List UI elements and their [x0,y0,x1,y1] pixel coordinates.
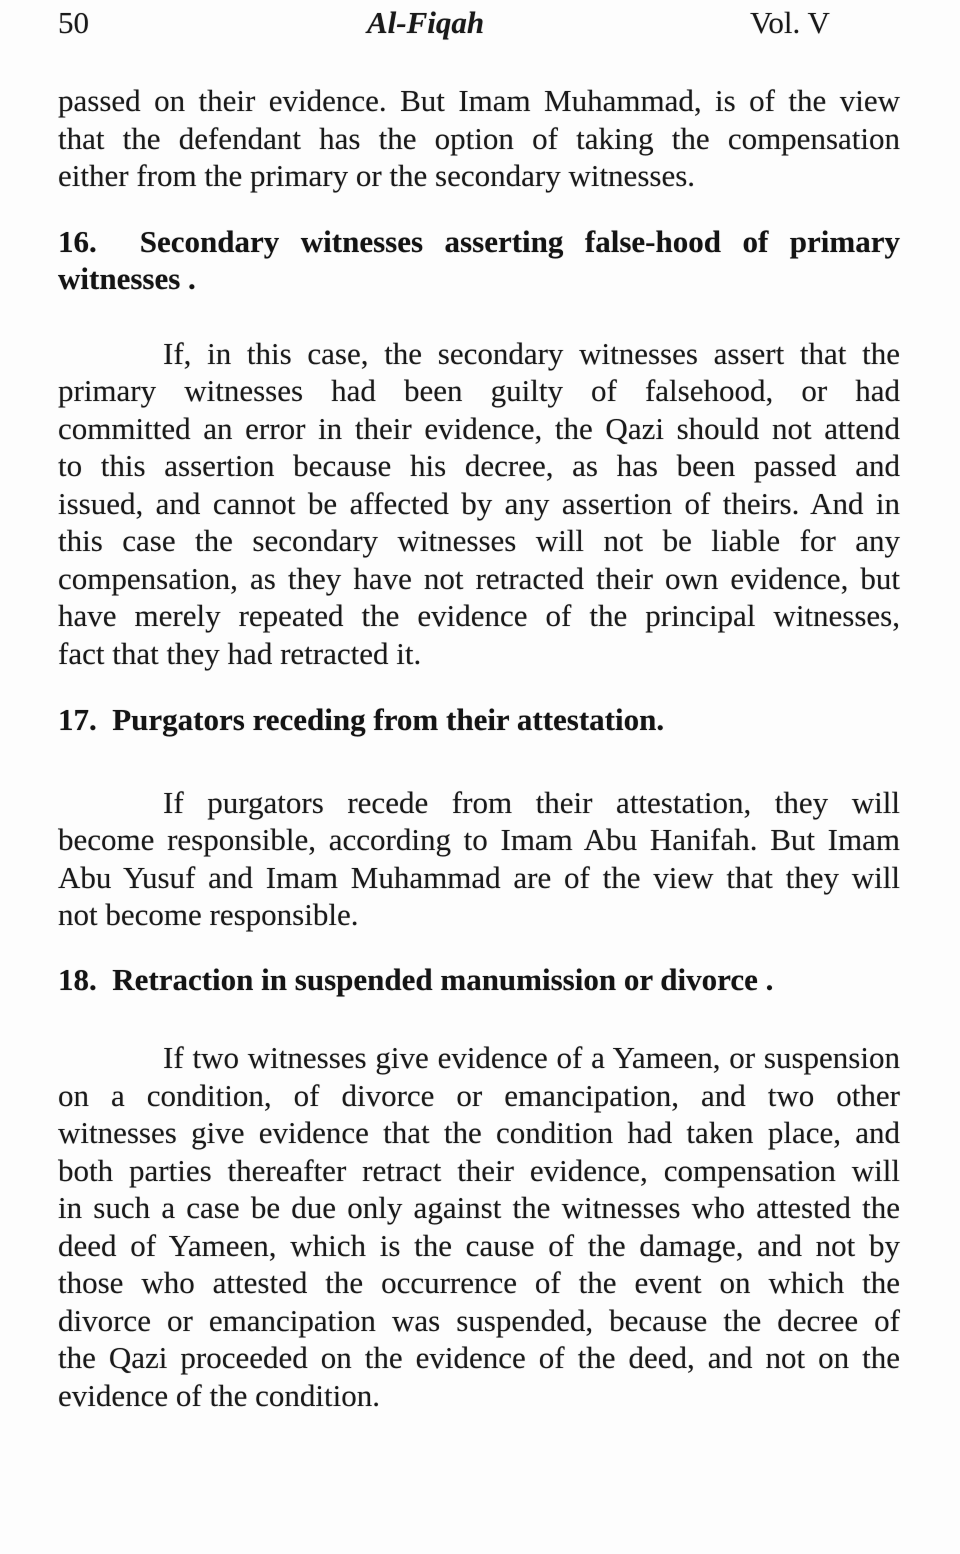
section-heading [58,223,900,298]
text-line: 16. Secondary witnesses asserting false-hood of primary [58,223,900,259]
text-line: compensation, as they have not retracted their own evidence, but [58,560,900,596]
text-line: passed on their evidence. But Imam Muhammad, is of the view [58,83,900,118]
text-line: If two witnesses give evidence of a Yameen, or suspension [163,1040,900,1075]
paragraph [58,1039,900,1414]
paragraph [58,335,900,673]
text-line: witnesses . [58,261,196,296]
text-line: the Qazi proceeded on the evidence of the deed, and not on the [58,1340,900,1375]
text-line: issued, and cannot be affected by any assertion of theirs. And in [58,485,900,521]
text-line: If, in this case, the secondary witnesses assert that the [163,335,900,371]
text-line: that the defendant has the option of taking the compensation [58,120,900,156]
book-title: Al-Fiqah [367,5,485,40]
volume-label: Vol. V [750,5,830,40]
text-line: either from the primary or the secondary witnesses. [58,158,696,193]
content [0,82,960,1414]
text-line: those who attested the occurrence of the event on which the [58,1265,900,1300]
text-line: primary witnesses had been guilty of falsehood, or had [58,373,900,408]
text-line: become responsible, according to Imam Abu Hanifah. But Imam [58,822,900,857]
text-line: on a condition, of divorce or emancipation, and two other [58,1077,900,1113]
text-line: to this assertion because his decree, as has been passed and [58,448,900,483]
text-line: Abu Yusuf and Imam Muhammad are of the view that they will [58,859,900,895]
section-heading [58,961,900,999]
text-line: this case the secondary witnesses will not be liable for any [58,523,900,558]
text-line: 17. Purgators receding from their attestation. [58,702,665,737]
text-line: not become responsible. [58,897,359,932]
section-heading [58,701,900,739]
text-line: divorce or emancipation was suspended, because the decree of [58,1302,900,1338]
running-header [0,4,960,42]
text-line: fact that they had retracted it. [58,635,422,671]
text-line: have merely repeated the evidence of the principal witnesses, [58,598,900,633]
text-line: in such a case be due only against the witnesses who attested the [58,1190,900,1225]
text-line: If purgators recede from their attestation, they will [163,784,900,820]
text-line: both parties thereafter retract their evidence, compensation will [58,1152,900,1188]
text-line: witnesses give evidence that the condition had taken place, and [58,1115,900,1150]
page-number: 50 [58,5,89,40]
paragraph [58,82,900,195]
text-line: deed of Yameen, which is the cause of the damage, and not by [58,1227,900,1263]
text-line: committed an error in their evidence, the Qazi should not attend [58,410,900,446]
text-line: evidence of the condition. [58,1377,380,1413]
paragraph [58,784,900,934]
text-line: 18. Retraction in suspended manumission or divorce . [58,961,774,997]
